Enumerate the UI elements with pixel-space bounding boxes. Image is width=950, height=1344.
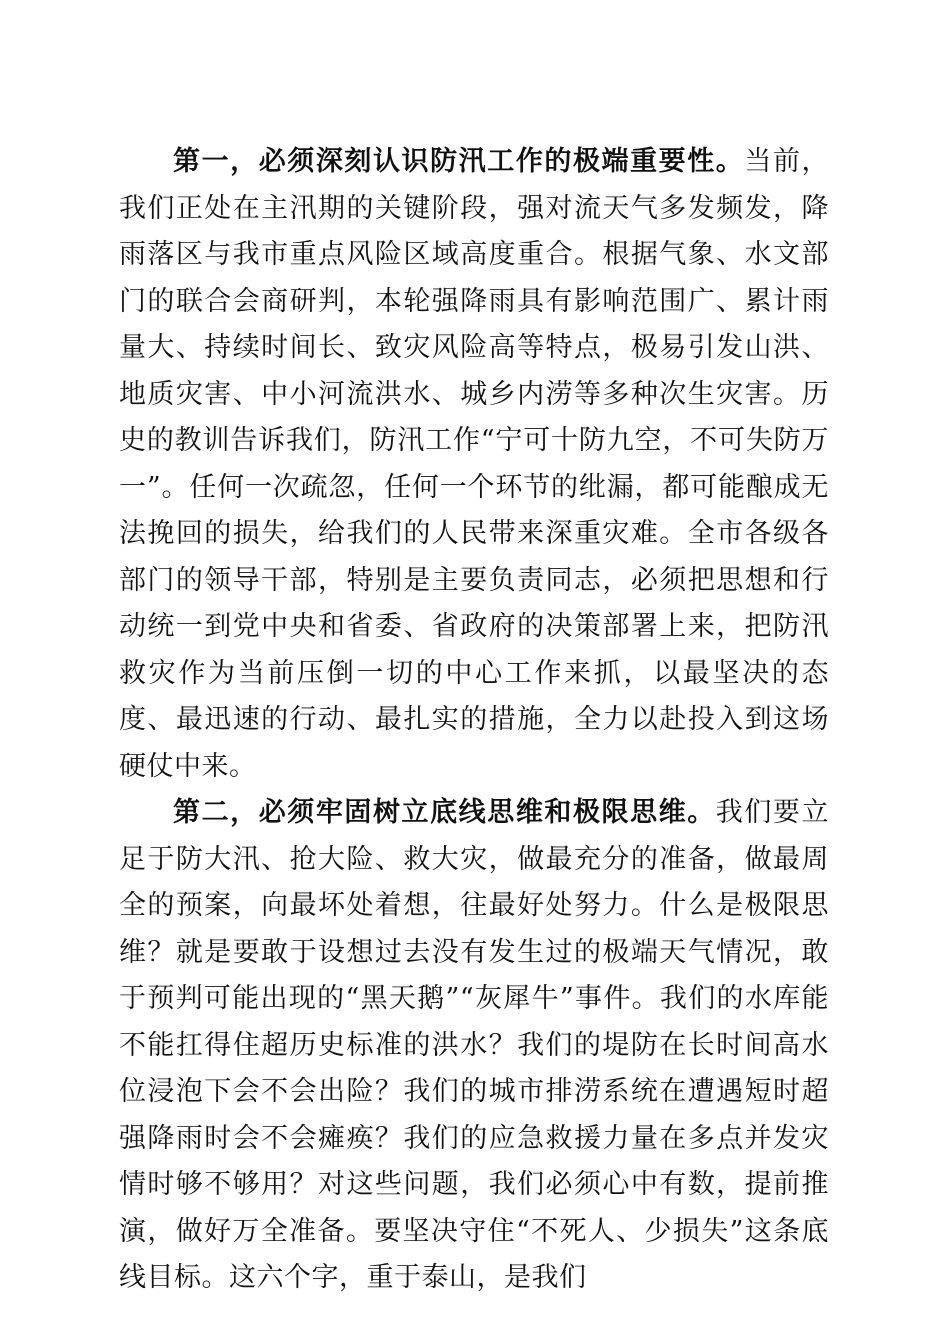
paragraph-2-heading: 第二，必须牢固树立底线思维和极限思维。 <box>173 797 716 828</box>
paragraph-2-text: 我们要立足于防大汛、抢大险、救大灾，做最充分的准备，做最周全的预案，向最坏处着想，往最好处努力。什么是极限思维？就是要敢于设想过去没有发生过的极端天气情况，敢于预判可能出现的“黑天鹅”“灰犀牛”事件。我们的水库能不能扛得住超历史标准的洪水？我们的堤防在长时间高水位浸泡下会不会出险？我们的城市排涝系统在遭遇短时超强降雨时会不会瘫痪？我们的应急救援力量在多点并发灾情时够不够用？对这些问题，我们必须心中有数，提前推演，做好万全准备。要坚决守住“不死人、少损失”这条底线目标。这六个字，重于泰山，是我们 <box>119 797 830 1293</box>
paragraph-1-heading: 第一，必须深刻认识防汛工作的极端重要性。 <box>173 146 745 177</box>
paragraph-1-text: 当前，我们正处在主汛期的关键阶段，强对流天气多发频发，降雨落区与我市重点风险区域高度重合。根据气象、水文部门的联合会商研判，本轮强降雨具有影响范围广、累计雨量大、持续时间长、致灾风险高等特点，极易引发山洪、地质灾害、中小河流洪水、城乡内涝等多种次生灾害。历史的教训告诉我们，防汛工作“宁可十防九空，不可失防万一”。任何一次疏忽，任何一个环节的纰漏，都可能酿成无法挽回的损失，给我们的人民带来深重灾难。全市各级各部门的领导干部，特别是主要负责同志，必须把思想和行动统一到党中央和省委、省政府的决策部署上来，把防汛救灾作为当前压倒一切的中心工作来抓，以最坚决的态度、最迅速的行动、最扎实的措施，全力以赴投入到这场硬仗中来。 <box>119 146 830 782</box>
paragraph-1 <box>119 139 829 790</box>
paragraph-2 <box>119 790 829 1302</box>
document-body <box>119 139 829 1302</box>
